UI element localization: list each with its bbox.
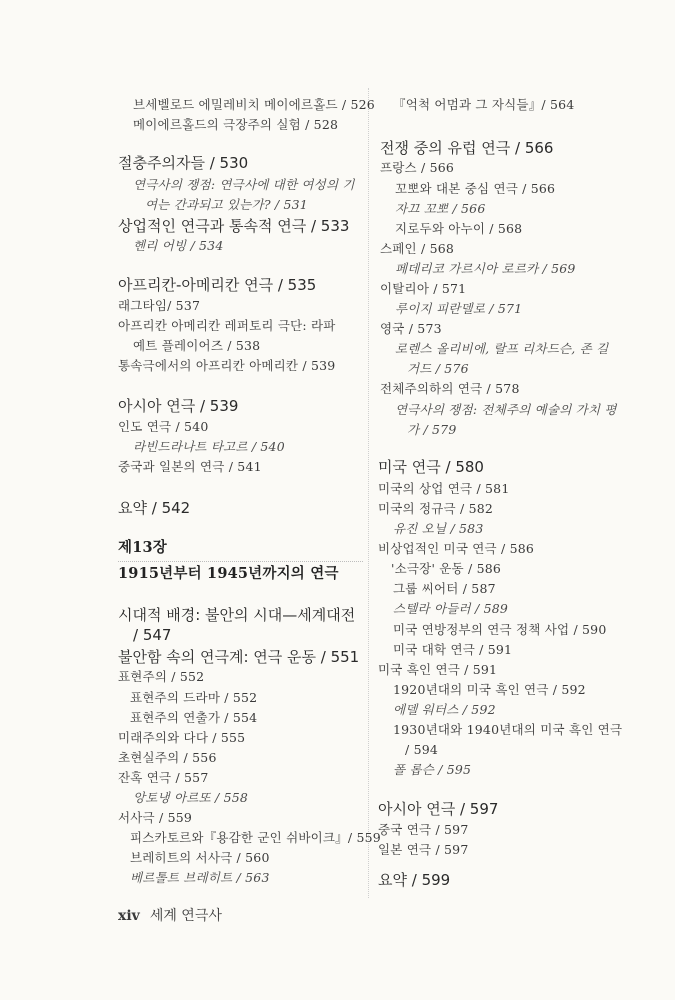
chapter-number: 제13장 [118,539,167,556]
toc-section-heading: 요약 / 599 [378,871,451,889]
toc-entry: 스페인 / 568 [380,241,455,256]
toc-entry: 미국의 정규극 / 582 [378,501,494,516]
toc-entry: 메이에르홀드의 극장주의 실험 / 528 [133,117,339,132]
toc-entry: 비상업적인 미국 연극 / 586 [378,541,535,556]
toc-entry: 그룹 씨어터 / 587 [393,581,496,596]
toc-entry: 미국 연방정부의 연극 정책 사업 / 590 [393,622,607,637]
toc-entry: 1920년대의 미국 흑인 연극 / 592 [393,682,586,697]
toc-entry: 미국 흑인 연극 / 591 [378,662,498,677]
toc-entry: 이탈리아 / 571 [380,281,467,296]
chapter-divider [118,561,363,562]
toc-entry: 잔혹 연극 / 557 [118,770,209,785]
toc-section-heading: 아시아 연극 / 539 [118,397,239,415]
toc-entry: 서사극 / 559 [118,810,193,825]
toc-entry: 예트 플레이어즈 / 538 [133,338,261,353]
toc-entry-person: 라빈드라나트 타고르 / 540 [133,439,285,454]
toc-entry: 중국 연극 / 597 [378,822,469,837]
toc-section-heading: 불안함 속의 연극계: 연극 운동 / 551 [118,648,360,666]
book-title: 세계 연극사 [149,908,222,924]
toc-entry: 표현주의 연출가 / 554 [130,710,258,725]
toc-entry-person: 폴 롭슨 / 595 [393,762,472,777]
toc-section-heading: 시대적 배경: 불안의 시대—세계대전 [118,606,356,624]
toc-entry-person: 헨리 어빙 / 534 [133,238,224,253]
toc-entry-person: 베르톨트 브레히트 / 563 [130,870,270,885]
toc-entry: 브세벨로드 에밀레비치 메이에르홀드 / 526 [133,97,375,112]
toc-entry: 지로두와 아누이 / 568 [395,221,523,236]
toc-entry: 미국의 상업 연극 / 581 [378,481,510,496]
toc-entry-person: 유진 오닐 / 583 [393,521,484,536]
toc-entry: 초현실주의 / 556 [118,750,217,765]
toc-entry-person: 로렌스 올리비에, 랄프 리차드슨, 존 길 [395,341,609,356]
toc-entry-person: 루이지 피란델로 / 571 [395,301,523,316]
toc-entry-issue: 여는 간과되고 있는가? / 531 [145,197,308,212]
toc-entry: 프랑스 / 566 [380,160,455,175]
page-number: xiv [118,908,140,924]
toc-entry-issue: 연극사의 쟁점: 전체주의 예술의 가치 평 [395,402,617,417]
column-divider [368,88,369,898]
toc-entry: 래그타임/ 537 [118,298,201,313]
toc-entry-person: 스텔라 아들러 / 589 [393,601,509,616]
toc-section-heading: 아프리칸-아메리칸 연극 / 535 [118,276,317,294]
toc-section-heading: 상업적인 연극과 통속적 연극 / 533 [118,217,350,235]
toc-entry: 브레히트의 서사극 / 560 [130,850,270,865]
toc-entry: 일본 연극 / 597 [378,842,469,857]
toc-entry-person: 에델 워터스 / 592 [393,702,496,717]
toc-entry: '소극장' 운동 / 586 [391,561,502,576]
toc-entry: 표현주의 / 552 [118,669,205,684]
toc-entry: 피스카토르와『용감한 군인 쉬바이크』/ 559 [130,830,381,845]
toc-entry: 미국 대학 연극 / 591 [393,642,513,657]
toc-entry: 인도 연극 / 540 [118,419,209,434]
toc-entry: 표현주의 드라마 / 552 [130,690,258,705]
toc-entry: 통속극에서의 아프리칸 아메리칸 / 539 [118,358,336,373]
toc-entry: 『억척 어멈과 그 자식들』/ 564 [393,97,575,112]
toc-entry: 1930년대와 1940년대의 미국 흑인 연극 [393,722,623,737]
toc-entry: 꼬뽀와 대본 중심 연극 / 566 [395,181,556,196]
toc-section-heading: / 547 [133,626,172,644]
toc-entry: 전체주의하의 연극 / 578 [380,381,520,396]
toc-entry: / 594 [405,742,439,757]
toc-section-heading: 미국 연극 / 580 [378,458,484,476]
toc-entry-person: 거드 / 576 [407,361,469,376]
toc-entry: 미래주의와 다다 / 555 [118,730,246,745]
toc-entry-issue: 가 / 579 [407,422,457,437]
toc-entry: 아프리칸 아메리칸 레퍼토리 극단: 라파 [118,318,336,333]
toc-section-heading: 아시아 연극 / 597 [378,800,499,818]
toc-entry-issue: 연극사의 쟁점: 연극사에 대한 여성의 기 [133,177,355,192]
toc-section-heading: 전쟁 중의 유럽 연극 / 566 [380,139,554,157]
toc-entry-person: 앙토냉 아르또 / 558 [133,790,249,805]
toc-entry-person: 자끄 꼬뽀 / 566 [395,201,486,216]
chapter-title: 1915년부터 1945년까지의 연극 [118,565,339,582]
toc-entry: 중국과 일본의 연극 / 541 [118,459,262,474]
toc-section-heading: 요약 / 542 [118,499,191,517]
page-footer [118,905,222,925]
toc-entry-person: 페데리코 가르시아 로르카 / 569 [395,261,576,276]
toc-section-heading: 절충주의자들 / 530 [118,154,249,172]
toc-entry: 영국 / 573 [380,321,442,336]
